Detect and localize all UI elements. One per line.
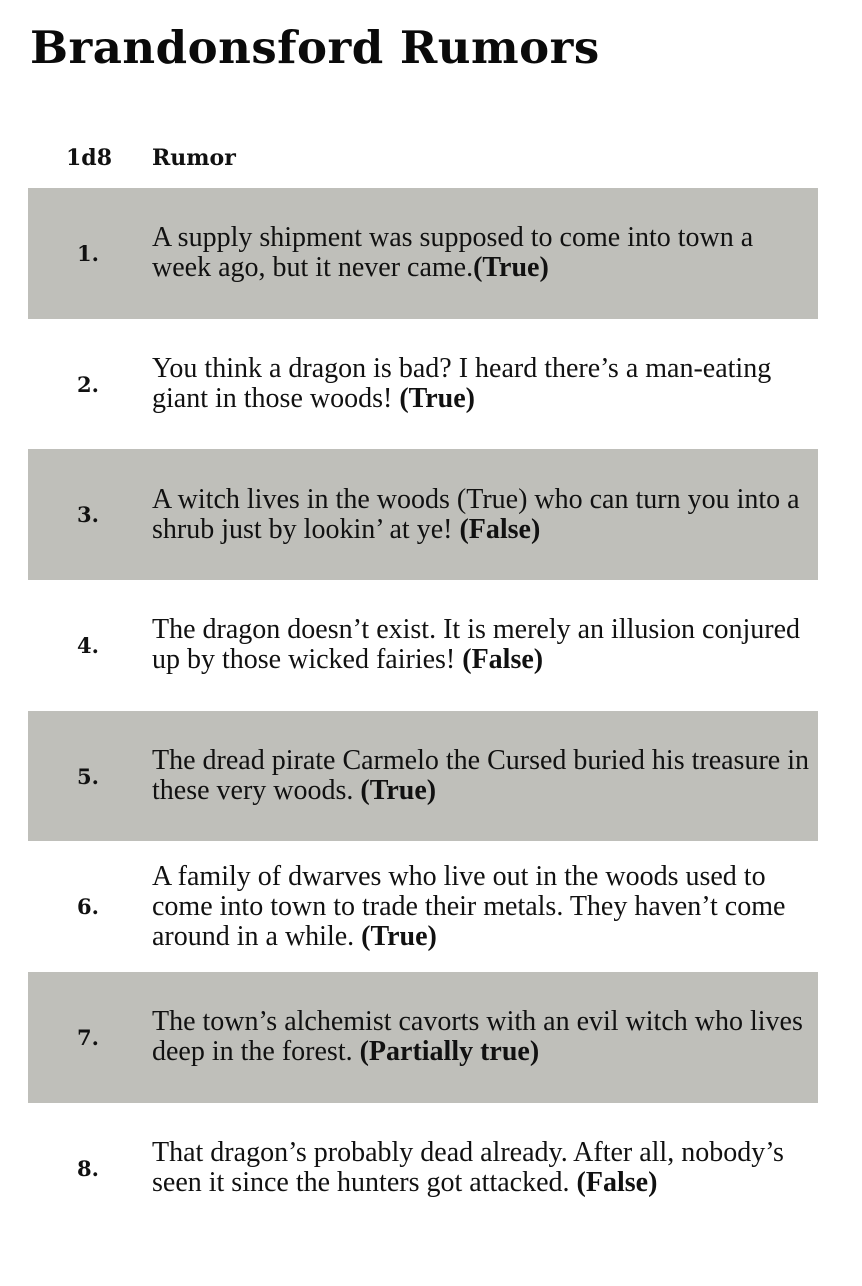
row-number: 7. xyxy=(77,1024,99,1050)
rumor-body: A supply shipment was supposed to come into town a week ago, but it never came. xyxy=(152,222,754,284)
rumor-text xyxy=(152,223,818,283)
header-die: 1d8 xyxy=(66,145,112,171)
page-title: Brandonsford Rumors xyxy=(30,21,600,74)
rumor-text xyxy=(152,746,818,806)
rumor-text xyxy=(152,862,818,952)
rumor-verdict: (True) xyxy=(473,252,549,284)
rumor-text xyxy=(152,485,818,545)
rumor-text xyxy=(152,1007,818,1067)
row-number: 2. xyxy=(77,371,99,397)
rumor-verdict: (False) xyxy=(459,513,541,545)
rumor-body: The dragon doesn’t exist. It is merely an illusion conjured up by those wicked fairies! xyxy=(152,614,801,676)
table-row xyxy=(28,1103,818,1234)
rumor-body: A family of dwarves who live out in the woods used to come into town to trade their metals. They haven’t come around in a while. xyxy=(152,860,786,952)
row-number: 3. xyxy=(77,502,99,528)
rumor-text xyxy=(152,1138,818,1198)
rumor-verdict: (True) xyxy=(399,383,475,415)
table-row xyxy=(28,711,818,842)
rumor-body: The town’s alchemist cavorts with an evil witch who lives deep in the forest. xyxy=(152,1006,803,1068)
row-number: 8. xyxy=(77,1155,99,1181)
rumor-body: The dread pirate Carmelo the Cursed buried his treasure in these very woods. xyxy=(152,745,809,807)
table-row xyxy=(28,449,818,580)
rumor-text xyxy=(152,354,818,414)
rumor-body: A witch lives in the woods (True) who can turn you into a shrub just by lookin’ at ye! xyxy=(152,483,800,545)
table-row xyxy=(28,188,818,319)
table-row xyxy=(28,972,818,1103)
table-row xyxy=(28,841,818,972)
rumor-body: That dragon’s probably dead already. After all, nobody’s seen it since the hunters got attacked. xyxy=(152,1137,784,1199)
row-number: 4. xyxy=(77,632,99,658)
rumor-verdict: (Partially true) xyxy=(359,1036,540,1068)
rumor-body: You think a dragon is bad? I heard there’s a man-eating giant in those woods! xyxy=(152,353,772,415)
row-number: 5. xyxy=(77,763,99,789)
rumor-verdict: (False) xyxy=(576,1167,658,1199)
row-number: 6. xyxy=(77,894,99,920)
table-header xyxy=(28,128,818,188)
rumor-verdict: (True) xyxy=(360,775,437,807)
rumor-verdict: (True) xyxy=(361,920,437,952)
rumor-verdict: (False) xyxy=(462,644,544,676)
header-rumor: Rumor xyxy=(152,145,236,171)
rumor-table xyxy=(28,128,818,1234)
row-number: 1. xyxy=(77,240,99,266)
rumor-text xyxy=(152,615,818,675)
table-row xyxy=(28,580,818,711)
table-row xyxy=(28,319,818,450)
